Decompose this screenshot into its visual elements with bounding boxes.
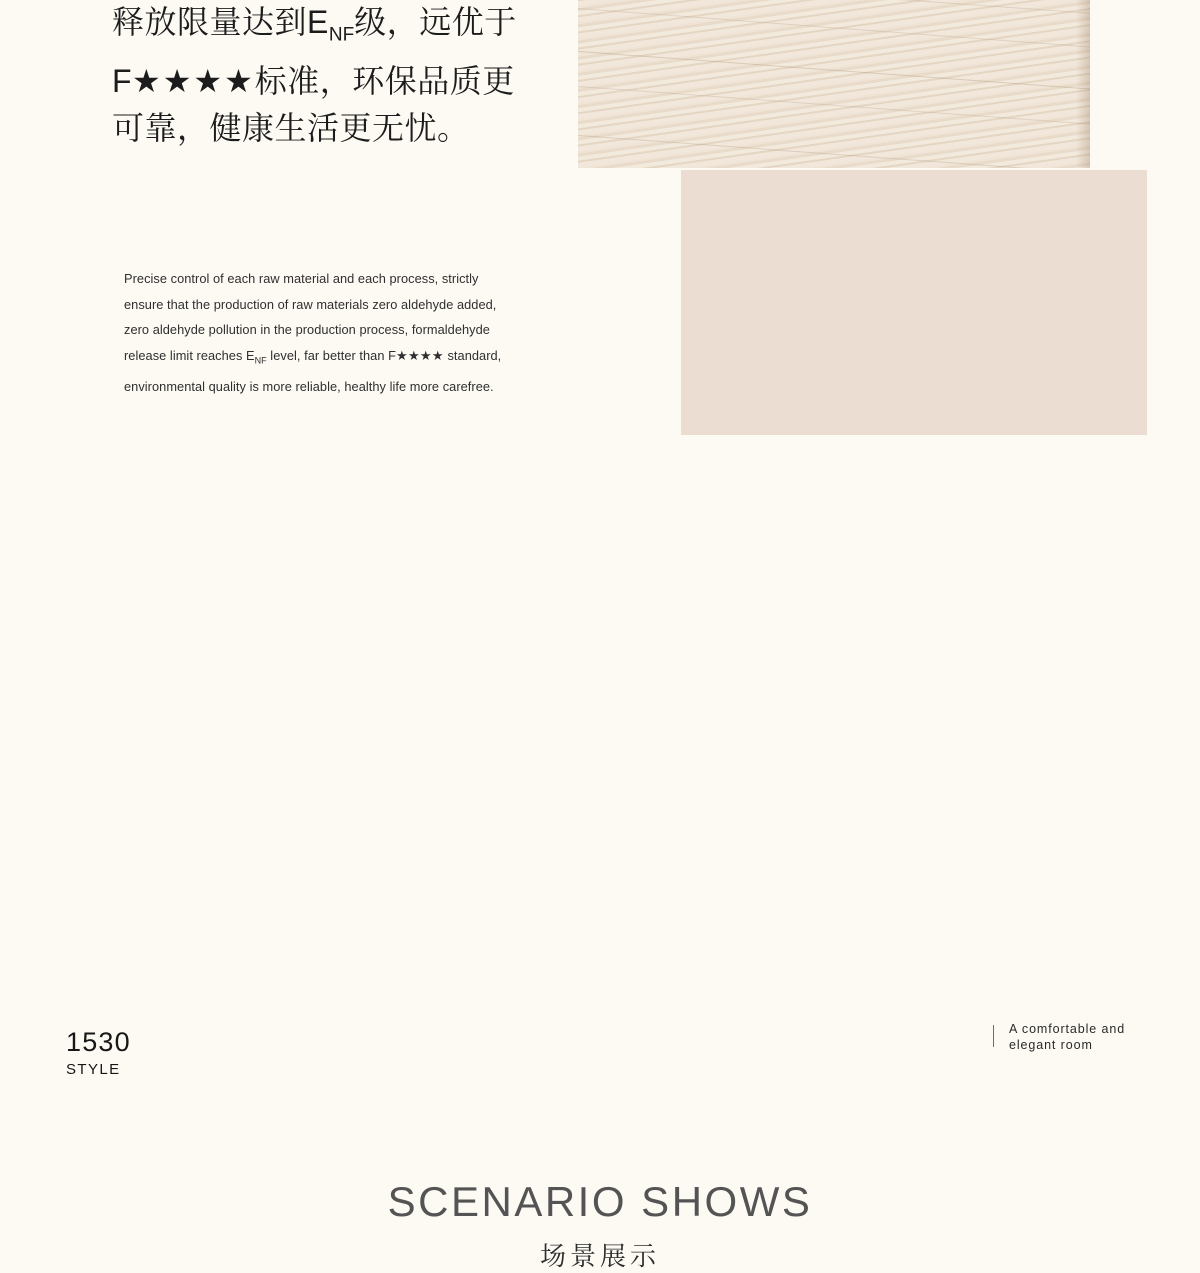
wood-grain-line	[578, 0, 1090, 20]
paragraph-part-3: standard, environmental quality is more reliable, healthy life more carefree.	[124, 347, 502, 394]
wood-plank-seam	[578, 132, 1090, 168]
headline-chinese	[112, 0, 542, 152]
headline-subscript-nf: NF	[328, 24, 355, 46]
headline-line-3	[112, 58, 542, 105]
photo-edge-shadow	[1076, 0, 1090, 168]
paragraph-part-2: level, far better than F	[266, 347, 396, 363]
headline-line-3-a: F	[112, 63, 133, 100]
style-block	[66, 1027, 131, 1081]
wood-floor-photo	[578, 0, 1090, 168]
beige-panel	[681, 170, 1147, 435]
wood-grain-line	[578, 8, 1090, 54]
paragraph-subscript-nf: NF	[254, 355, 267, 366]
caption-divider	[993, 1025, 994, 1047]
paragraph-part-1: Precise control of each raw material and each process, strictly ensure that the production of raw materials zero aldehyde added, zero aldehyde pollution in the production process, formaldehyde release limit reaches E	[124, 271, 497, 363]
section-subtitle: 场景展示	[539, 1241, 660, 1271]
section-title: SCENARIO SHOWS	[387, 1178, 813, 1225]
star-rating-icon: ★★★★	[132, 63, 255, 100]
footer-caption	[993, 1021, 1149, 1053]
headline-line-2-b: 级，远优于	[354, 4, 517, 40]
headline-line-2-a: 释放限量达到E	[112, 4, 329, 40]
caption-text: A comfortable and elegant room	[1009, 1022, 1126, 1052]
star-rating-icon: ★★★★	[395, 347, 444, 363]
headline-line-2	[112, 0, 542, 58]
wood-plank-seam	[578, 48, 1090, 94]
headline-line-3-b: 标准，环保品质更	[254, 63, 515, 100]
paragraph-english	[124, 266, 502, 399]
wood-grain-line	[578, 86, 1090, 131]
style-label: STYLE	[66, 1061, 121, 1078]
headline-line-4: 可靠，健康生活更无忧。	[112, 110, 470, 147]
style-number: 1530	[66, 1027, 131, 1057]
